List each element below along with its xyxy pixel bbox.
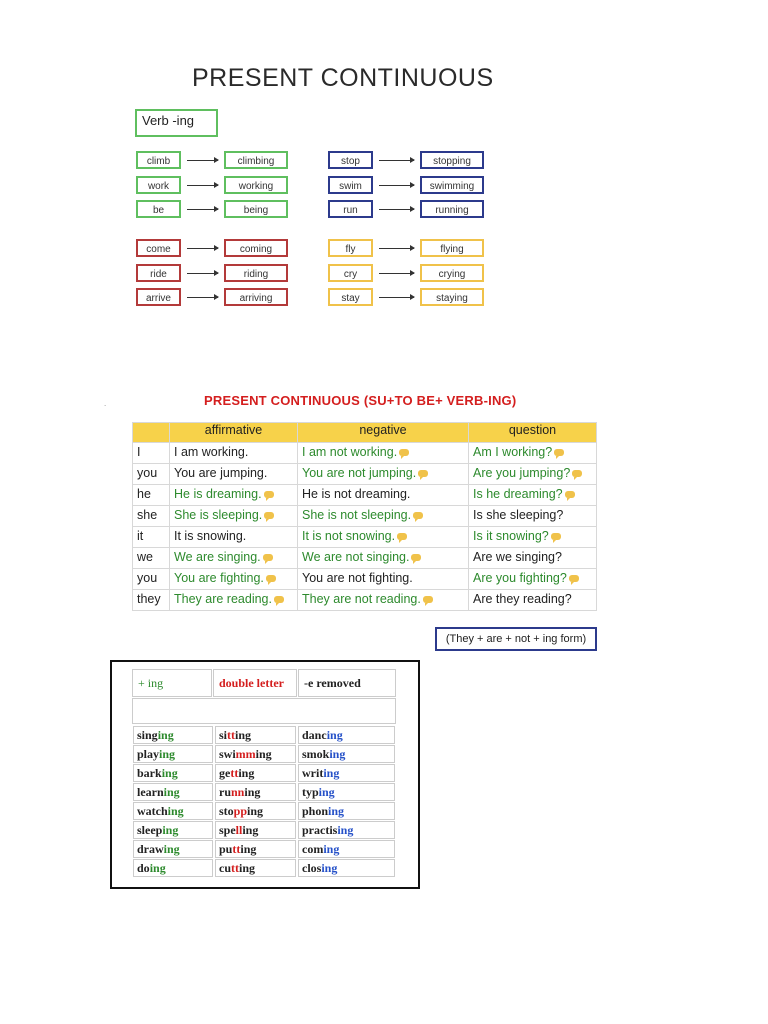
spelling-part: sto — [219, 804, 234, 818]
spelling-cell — [215, 802, 296, 820]
negative-cell — [298, 485, 469, 506]
negative-cell — [298, 527, 469, 548]
spelling-header-ing — [132, 669, 212, 697]
speech-bubble-icon — [397, 533, 407, 540]
verb-base-blue-0: stop — [328, 151, 373, 169]
spelling-part: ing — [161, 766, 178, 780]
verb-ing-red-1: riding — [224, 264, 288, 282]
speech-bubble-icon — [263, 554, 273, 561]
verb-ing-green-1: working — [224, 176, 288, 194]
spelling-part: play — [137, 747, 160, 761]
question-cell — [469, 506, 597, 527]
verb-base-yellow-2: stay — [328, 288, 373, 306]
spelling-header-ing-text: + ing — [138, 676, 164, 690]
verb-base-green-0: climb — [136, 151, 181, 169]
negative-text: You are not fighting. — [302, 571, 413, 585]
spelling-part: ing — [159, 747, 176, 761]
grammar-table — [132, 422, 597, 611]
spelling-part: com — [302, 842, 324, 856]
spelling-blank-row — [132, 698, 396, 724]
spelling-cell — [215, 783, 296, 801]
spelling-cell — [133, 802, 213, 820]
grammar-row — [133, 527, 597, 548]
spelling-part: ing — [318, 785, 335, 799]
subject-cell: she — [133, 506, 170, 527]
spelling-part: tt — [230, 766, 239, 780]
spelling-part: tt — [227, 728, 236, 742]
verb-base-red-2: arrive — [136, 288, 181, 306]
speech-bubble-icon — [572, 470, 582, 477]
spelling-part: ing — [157, 728, 174, 742]
spelling-header-double — [213, 669, 297, 697]
affirmative-text: We are singing. — [174, 550, 261, 564]
spelling-cell — [215, 726, 296, 744]
question-text: Are we singing? — [473, 550, 562, 564]
question-text: Are they reading? — [473, 592, 572, 606]
spelling-part: ing — [163, 842, 180, 856]
affirmative-text: It is snowing. — [174, 529, 247, 543]
question-cell — [469, 464, 597, 485]
negative-cell — [298, 590, 469, 611]
spelling-cell — [215, 840, 296, 858]
spelling-part: ing — [323, 766, 340, 780]
subject-cell: it — [133, 527, 170, 548]
spelling-part: spe — [219, 823, 236, 837]
subject-cell: I — [133, 443, 170, 464]
verb-base-red-1: ride — [136, 264, 181, 282]
verb-ing-yellow-0: flying — [420, 239, 484, 257]
spelling-part: ru — [219, 785, 231, 799]
subject-cell: you — [133, 569, 170, 590]
negative-text: He is not dreaming. — [302, 487, 411, 501]
question-text: Are you fighting? — [473, 571, 567, 585]
affirmative-text: You are jumping. — [174, 466, 268, 480]
speech-bubble-icon — [551, 533, 561, 540]
spelling-part: phon — [302, 804, 329, 818]
grammar-note: (They + are + not + ing form) — [435, 627, 597, 651]
negative-cell — [298, 443, 469, 464]
spelling-cell — [133, 840, 213, 858]
negative-text: I am not working. — [302, 445, 398, 459]
arrow-icon — [187, 273, 218, 274]
arrow-icon — [379, 209, 414, 210]
affirmative-cell — [170, 443, 298, 464]
verb-ing-blue-2: running — [420, 200, 484, 218]
spelling-header-e-removed — [298, 669, 396, 697]
speech-bubble-icon — [411, 554, 421, 561]
spelling-cell — [298, 783, 395, 801]
spelling-part: ing — [328, 804, 345, 818]
arrow-icon — [187, 297, 218, 298]
spelling-part: ing — [323, 842, 340, 856]
negative-text: It is not snowing. — [302, 529, 396, 543]
spelling-part: ing — [162, 823, 179, 837]
question-cell — [469, 569, 597, 590]
spelling-part: watch — [137, 804, 168, 818]
spelling-header-e-removed-text: -e removed — [304, 676, 361, 690]
question-text: Am I working? — [473, 445, 553, 459]
grammar-row — [133, 443, 597, 464]
arrow-icon — [379, 185, 414, 186]
spelling-part: ing — [239, 861, 256, 875]
spelling-cell — [133, 821, 213, 839]
negative-cell — [298, 464, 469, 485]
question-cell — [469, 527, 597, 548]
question-cell — [469, 590, 597, 611]
question-cell — [469, 548, 597, 569]
spelling-part: writ — [302, 766, 324, 780]
spelling-part: cu — [219, 861, 231, 875]
spelling-cell — [133, 764, 213, 782]
spelling-cell — [215, 745, 296, 763]
spelling-part: ing — [255, 747, 272, 761]
affirmative-cell — [170, 590, 298, 611]
negative-cell — [298, 506, 469, 527]
affirmative-cell — [170, 506, 298, 527]
affirmative-cell — [170, 464, 298, 485]
verb-ing-yellow-2: staying — [420, 288, 484, 306]
arrow-icon — [187, 185, 218, 186]
spelling-part: mm — [235, 747, 256, 761]
spelling-cell — [298, 859, 395, 877]
negative-text: She is not sleeping. — [302, 508, 412, 522]
question-text: Is she sleeping? — [473, 508, 564, 522]
verb-ing-red-2: arriving — [224, 288, 288, 306]
negative-text: We are not singing. — [302, 550, 410, 564]
grammar-row — [133, 590, 597, 611]
spelling-part: ing — [337, 823, 354, 837]
grammar-row — [133, 506, 597, 527]
negative-cell — [298, 548, 469, 569]
negative-cell — [298, 569, 469, 590]
grammar-row — [133, 548, 597, 569]
speech-bubble-icon — [274, 596, 284, 603]
question-cell — [469, 485, 597, 506]
arrow-icon — [187, 160, 218, 161]
spelling-part: sleep — [137, 823, 163, 837]
affirmative-text: I am working. — [174, 445, 249, 459]
spelling-part: typ — [302, 785, 319, 799]
speech-bubble-icon — [565, 491, 575, 498]
speech-bubble-icon — [264, 512, 274, 519]
subject-cell: you — [133, 464, 170, 485]
verb-base-green-2: be — [136, 200, 181, 218]
verb-base-red-0: come — [136, 239, 181, 257]
spelling-part: si — [219, 728, 228, 742]
spelling-part: ing — [247, 804, 264, 818]
spelling-part: ing — [235, 728, 252, 742]
spelling-cell — [298, 726, 395, 744]
arrow-icon — [379, 248, 414, 249]
spelling-part: pp — [233, 804, 248, 818]
subject-cell: they — [133, 590, 170, 611]
spelling-cell — [298, 840, 395, 858]
arrow-icon — [379, 160, 414, 161]
subject-cell: we — [133, 548, 170, 569]
speech-bubble-icon — [264, 491, 274, 498]
speech-bubble-icon — [554, 449, 564, 456]
header-question: question — [469, 423, 597, 443]
page-title: PRESENT CONTINUOUS — [192, 64, 494, 92]
spelling-part: clos — [302, 861, 322, 875]
subject-cell: he — [133, 485, 170, 506]
verb-ing-blue-0: stopping — [420, 151, 484, 169]
spelling-header-double-text: double letter — [219, 676, 284, 690]
affirmative-cell — [170, 527, 298, 548]
spelling-cell — [133, 726, 213, 744]
verb-ing-green-0: climbing — [224, 151, 288, 169]
spelling-part: ll — [235, 823, 243, 837]
spelling-part: ing — [238, 766, 255, 780]
spelling-part: ing — [242, 823, 259, 837]
grammar-row — [133, 569, 597, 590]
spelling-cell — [215, 764, 296, 782]
verb-ing-green-2: being — [224, 200, 288, 218]
spelling-part: tt — [232, 842, 241, 856]
speech-bubble-icon — [413, 512, 423, 519]
spelling-part: ing — [149, 861, 166, 875]
verb-base-yellow-0: fly — [328, 239, 373, 257]
spelling-cell — [298, 821, 395, 839]
verb-ing-yellow-1: crying — [420, 264, 484, 282]
header-subject — [133, 423, 170, 443]
speech-bubble-icon — [569, 575, 579, 582]
spelling-part: sing — [137, 728, 158, 742]
spelling-part: ge — [219, 766, 231, 780]
spelling-cell — [215, 859, 296, 877]
spelling-part: practis — [302, 823, 338, 837]
affirmative-text: She is sleeping. — [174, 508, 263, 522]
arrow-icon — [187, 209, 218, 210]
spelling-part: learn — [137, 785, 164, 799]
speech-bubble-icon — [399, 449, 409, 456]
spelling-cell — [215, 821, 296, 839]
verb-base-yellow-1: cry — [328, 264, 373, 282]
spelling-part: tt — [231, 861, 239, 875]
verb-base-blue-1: swim — [328, 176, 373, 194]
verb-base-blue-2: run — [328, 200, 373, 218]
spelling-part: ing — [326, 728, 343, 742]
spelling-part: smok — [302, 747, 330, 761]
spelling-cell — [133, 745, 213, 763]
spelling-cell — [298, 764, 395, 782]
spelling-part: ing — [244, 785, 261, 799]
arrow-icon — [379, 273, 414, 274]
question-text: Are you jumping? — [473, 466, 571, 480]
spelling-part: ing — [167, 804, 184, 818]
arrow-icon — [379, 297, 414, 298]
verb-base-green-1: work — [136, 176, 181, 194]
spelling-cell — [133, 859, 213, 877]
verb-ing-red-0: coming — [224, 239, 288, 257]
speech-bubble-icon — [266, 575, 276, 582]
spelling-part: ing — [321, 861, 338, 875]
stray-dot: . — [104, 399, 107, 408]
spelling-part: pu — [219, 842, 233, 856]
arrow-icon — [187, 248, 218, 249]
spelling-part: bark — [137, 766, 162, 780]
question-text: Is he dreaming? — [473, 487, 563, 501]
spelling-part: danc — [302, 728, 327, 742]
affirmative-text: They are reading. — [174, 592, 272, 606]
negative-text: They are not reading. — [302, 592, 421, 606]
spelling-part: nn — [231, 785, 245, 799]
question-cell — [469, 443, 597, 464]
verb-ing-label: Verb -ing — [135, 109, 218, 137]
negative-text: You are not jumping. — [302, 466, 417, 480]
spelling-part: ing — [329, 747, 346, 761]
spelling-part: do — [137, 861, 150, 875]
spelling-part: ing — [163, 785, 180, 799]
header-negative: negative — [298, 423, 469, 443]
affirmative-text: He is dreaming. — [174, 487, 262, 501]
spelling-cell — [298, 745, 395, 763]
grammar-row — [133, 485, 597, 506]
speech-bubble-icon — [423, 596, 433, 603]
affirmative-cell — [170, 485, 298, 506]
spelling-cell — [298, 802, 395, 820]
grammar-title: PRESENT CONTINUOUS (SU+TO BE+ VERB-ING) — [204, 393, 517, 408]
verb-ing-blue-1: swimming — [420, 176, 484, 194]
affirmative-cell — [170, 569, 298, 590]
spelling-part: draw — [137, 842, 164, 856]
grammar-row — [133, 464, 597, 485]
spelling-part: ing — [240, 842, 257, 856]
affirmative-text: You are fighting. — [174, 571, 264, 585]
spelling-part: swi — [219, 747, 236, 761]
affirmative-cell — [170, 548, 298, 569]
spelling-cell — [133, 783, 213, 801]
question-text: Is it snowing? — [473, 529, 549, 543]
header-affirmative: affirmative — [170, 423, 298, 443]
grammar-header-row — [133, 423, 597, 443]
speech-bubble-icon — [418, 470, 428, 477]
